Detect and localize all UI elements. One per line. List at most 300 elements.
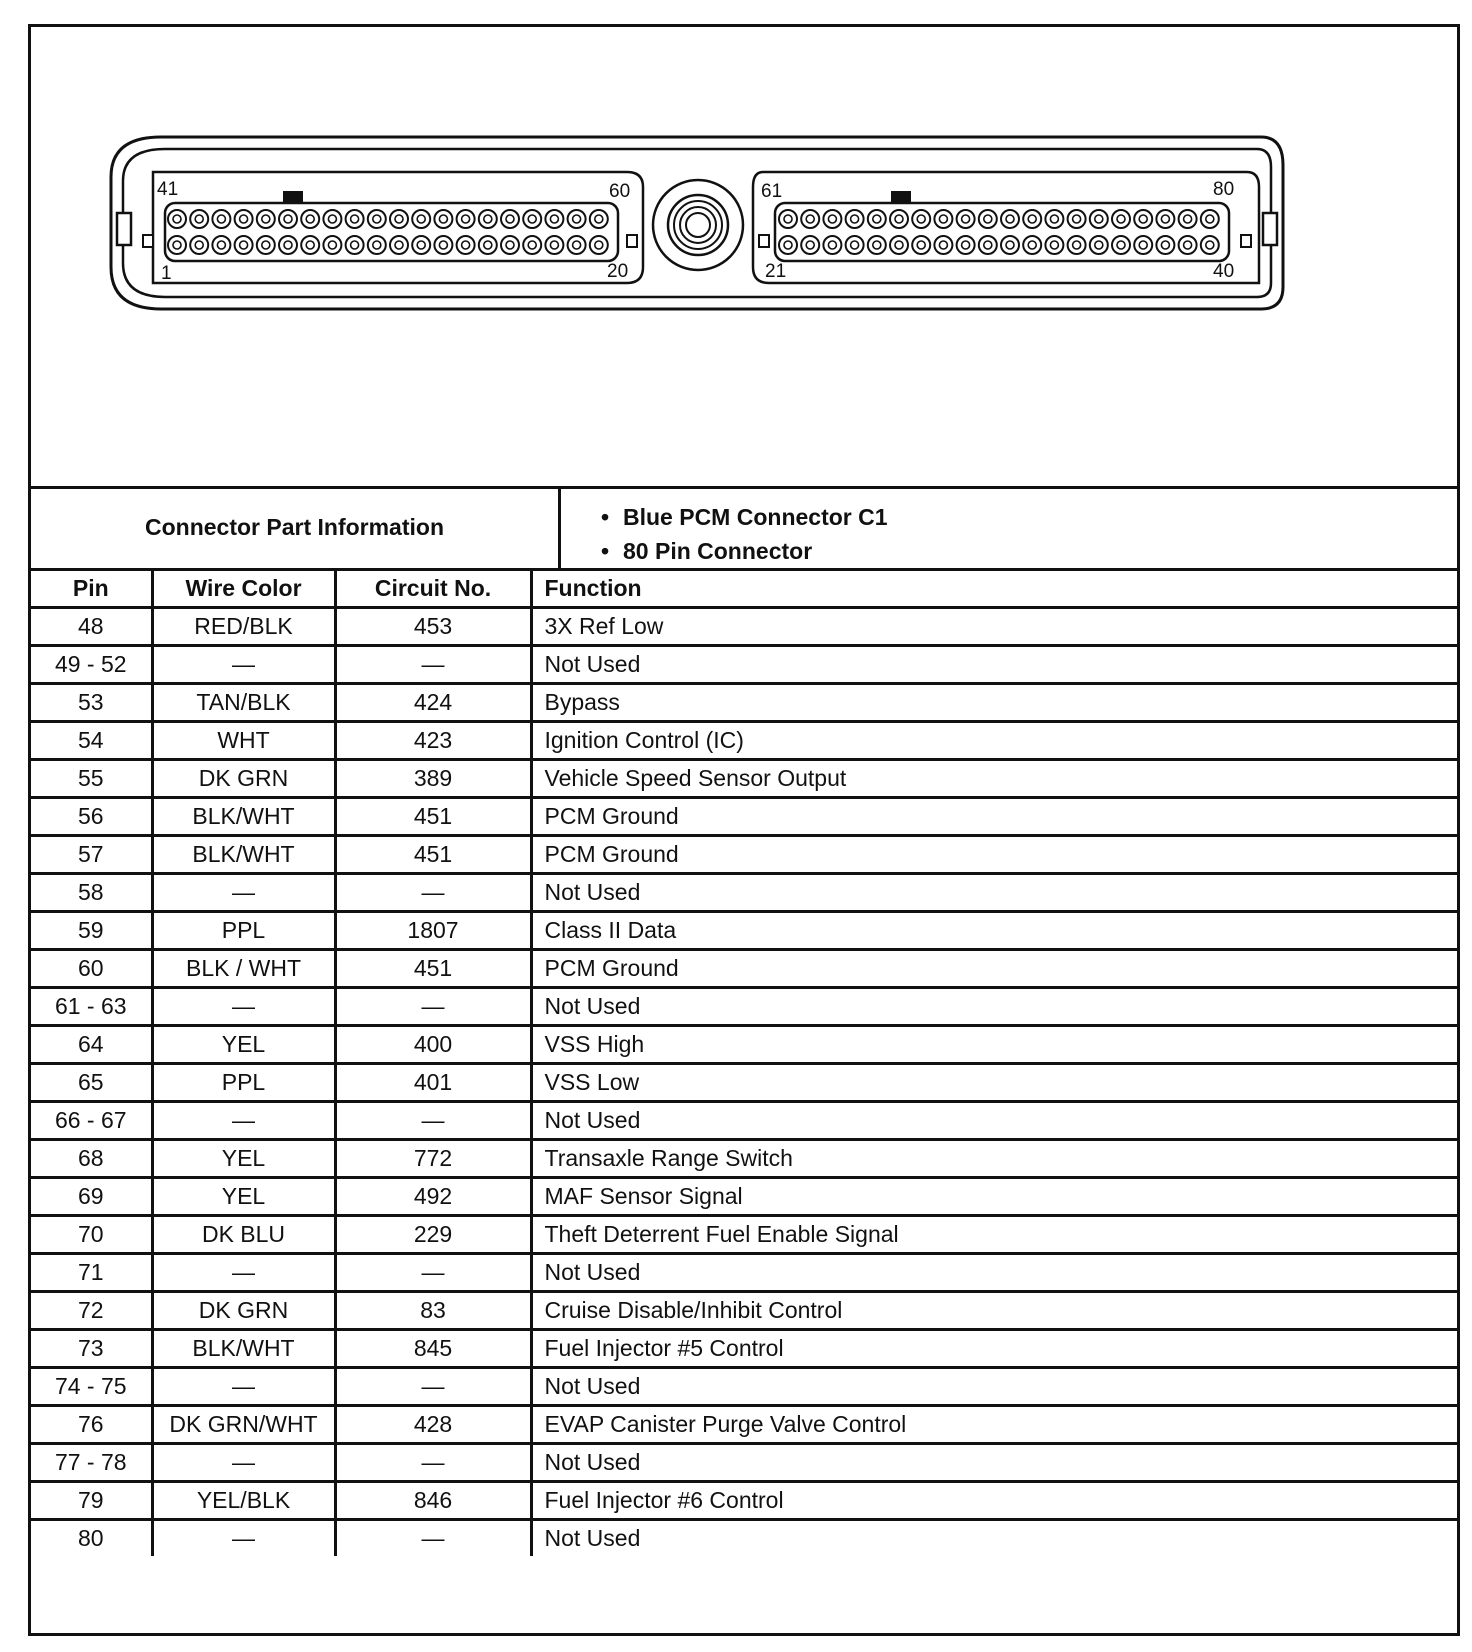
pin-socket-core: [484, 241, 492, 249]
pin-socket-core: [573, 215, 581, 223]
table-row: [31, 1330, 1457, 1368]
circuit-cell: 451: [335, 950, 531, 988]
table-row: [31, 646, 1457, 684]
pin-label-20: 20: [607, 261, 629, 282]
pin-socket-core: [417, 241, 425, 249]
pin-socket: [801, 210, 819, 228]
pin-socket-core: [373, 241, 381, 249]
pin-cell: 49 - 52: [31, 646, 152, 684]
pin-socket: [1201, 236, 1219, 254]
pin-socket-core: [528, 241, 536, 249]
pin-cell: 80: [31, 1520, 152, 1557]
pin-socket-core: [1028, 241, 1036, 249]
pin-socket-core: [351, 215, 359, 223]
pin-socket-core: [962, 241, 970, 249]
pin-socket-core: [528, 215, 536, 223]
pin-socket: [1090, 236, 1108, 254]
pin-socket: [890, 236, 908, 254]
right-key-mark: [891, 191, 911, 203]
connector-sheet: [28, 24, 1460, 1636]
circuit-cell: —: [335, 988, 531, 1026]
function-cell: Fuel Injector #5 Control: [531, 1330, 1457, 1368]
pin-socket-core: [262, 241, 270, 249]
header-function: Function: [531, 571, 1457, 608]
pin-socket: [957, 236, 975, 254]
pin-socket-core: [939, 215, 947, 223]
table-row: [31, 1178, 1457, 1216]
pin-socket: [212, 236, 230, 254]
pin-socket: [1134, 236, 1152, 254]
circuit-cell: 492: [335, 1178, 531, 1216]
wire-color-cell: —: [152, 1102, 335, 1140]
info-bullet: [601, 500, 1457, 534]
pin-socket-core: [1073, 241, 1081, 249]
pin-cell: 68: [31, 1140, 152, 1178]
circuit-cell: —: [335, 1520, 531, 1557]
function-cell: Not Used: [531, 988, 1457, 1026]
function-cell: Not Used: [531, 874, 1457, 912]
pin-socket-core: [595, 215, 603, 223]
pin-socket-core: [395, 215, 403, 223]
info-bullets: [561, 486, 1457, 568]
pin-socket-core: [1028, 215, 1036, 223]
pin-socket: [890, 210, 908, 228]
wire-color-cell: —: [152, 1520, 335, 1557]
pin-socket: [934, 210, 952, 228]
table-row: [31, 950, 1457, 988]
table-row: [31, 1140, 1457, 1178]
pin-socket: [1156, 210, 1174, 228]
function-cell: Theft Deterrent Fuel Enable Signal: [531, 1216, 1457, 1254]
function-cell: Not Used: [531, 1368, 1457, 1406]
pin-socket-core: [506, 215, 514, 223]
pin-socket: [434, 236, 452, 254]
table-row: [31, 1026, 1457, 1064]
pin-socket: [779, 236, 797, 254]
pin-socket: [168, 236, 186, 254]
pin-socket-core: [806, 241, 814, 249]
header-wire-color: Wire Color: [152, 571, 335, 608]
pin-cell: 65: [31, 1064, 152, 1102]
pin-socket-core: [1206, 215, 1214, 223]
wire-color-cell: PPL: [152, 912, 335, 950]
pin-socket: [257, 236, 275, 254]
pin-socket: [801, 236, 819, 254]
wire-color-cell: —: [152, 988, 335, 1026]
bullet-icon: •: [601, 538, 610, 564]
pin-socket: [1023, 210, 1041, 228]
circuit-cell: —: [335, 1368, 531, 1406]
pin-socket: [846, 236, 864, 254]
pin-socket-core: [173, 241, 181, 249]
left-tab-right: [627, 235, 637, 247]
wire-color-cell: DK BLU: [152, 1216, 335, 1254]
pin-socket: [390, 236, 408, 254]
function-cell: Bypass: [531, 684, 1457, 722]
wire-color-cell: —: [152, 646, 335, 684]
circuit-cell: 83: [335, 1292, 531, 1330]
pin-cell: 72: [31, 1292, 152, 1330]
pin-socket: [1001, 210, 1019, 228]
pin-cell: 53: [31, 684, 152, 722]
circuit-cell: 453: [335, 608, 531, 646]
connector-diagram-panel: [31, 27, 1457, 489]
connector-part-info: [31, 486, 1457, 571]
pin-socket: [523, 236, 541, 254]
pin-socket: [912, 210, 930, 228]
pin-socket: [323, 236, 341, 254]
pin-socket-core: [851, 241, 859, 249]
pin-socket: [346, 236, 364, 254]
wire-color-cell: —: [152, 1444, 335, 1482]
pin-socket-core: [828, 241, 836, 249]
circuit-cell: 845: [335, 1330, 531, 1368]
function-cell: Not Used: [531, 1520, 1457, 1557]
pin-socket-core: [917, 215, 925, 223]
pin-socket: [168, 210, 186, 228]
table-row: [31, 608, 1457, 646]
pin-socket: [412, 210, 430, 228]
table-header-row: [31, 571, 1457, 608]
pin-socket-core: [417, 215, 425, 223]
pin-socket: [279, 236, 297, 254]
pin-socket: [590, 210, 608, 228]
pin-socket-core: [1050, 215, 1058, 223]
wire-color-cell: YEL: [152, 1140, 335, 1178]
info-bullet: [601, 534, 1457, 568]
pin-socket-core: [1117, 241, 1125, 249]
pin-socket-core: [1139, 241, 1147, 249]
pin-socket: [1068, 236, 1086, 254]
wire-color-cell: DK GRN: [152, 760, 335, 798]
table-row: [31, 760, 1457, 798]
pin-socket-core: [1073, 215, 1081, 223]
pin-cell: 59: [31, 912, 152, 950]
pin-label-80: 80: [1213, 179, 1235, 200]
function-cell: EVAP Canister Purge Valve Control: [531, 1406, 1457, 1444]
pin-socket-core: [784, 241, 792, 249]
circuit-cell: 772: [335, 1140, 531, 1178]
pin-socket: [1112, 236, 1130, 254]
pin-cell: 76: [31, 1406, 152, 1444]
table-row: [31, 684, 1457, 722]
circuit-cell: —: [335, 646, 531, 684]
pin-socket-core: [195, 215, 203, 223]
pin-socket: [523, 210, 541, 228]
pin-cell: 71: [31, 1254, 152, 1292]
wire-color-cell: —: [152, 874, 335, 912]
function-cell: Cruise Disable/Inhibit Control: [531, 1292, 1457, 1330]
pin-socket-core: [506, 241, 514, 249]
info-label: Connector Part Information: [31, 486, 561, 568]
pin-socket: [868, 236, 886, 254]
pin-socket: [590, 236, 608, 254]
pin-socket-core: [550, 241, 558, 249]
pin-socket: [1023, 236, 1041, 254]
pin-label-21: 21: [765, 261, 787, 282]
pin-label-61: 61: [761, 181, 783, 202]
pin-socket-core: [917, 241, 925, 249]
pin-socket: [390, 210, 408, 228]
pin-socket-core: [1095, 215, 1103, 223]
left-tab-left: [143, 235, 153, 247]
function-cell: PCM Ground: [531, 950, 1457, 988]
pin-socket-core: [784, 215, 792, 223]
pin-cell: 56: [31, 798, 152, 836]
info-bullet-text: 80 Pin Connector: [623, 538, 813, 564]
pin-socket-core: [262, 215, 270, 223]
circuit-cell: 229: [335, 1216, 531, 1254]
table-row: [31, 836, 1457, 874]
pin-socket-core: [873, 215, 881, 223]
pin-socket-core: [240, 215, 248, 223]
pin-socket: [568, 236, 586, 254]
pin-socket-core: [851, 215, 859, 223]
table-row: [31, 1444, 1457, 1482]
left-latch: [117, 213, 131, 245]
wire-color-cell: PPL: [152, 1064, 335, 1102]
function-cell: Not Used: [531, 1254, 1457, 1292]
pin-cell: 64: [31, 1026, 152, 1064]
pin-socket-core: [284, 241, 292, 249]
function-cell: MAF Sensor Signal: [531, 1178, 1457, 1216]
pin-socket-core: [462, 241, 470, 249]
circuit-cell: 423: [335, 722, 531, 760]
pin-socket: [301, 210, 319, 228]
pin-socket: [823, 236, 841, 254]
wire-color-cell: BLK/WHT: [152, 1330, 335, 1368]
left-key-mark: [283, 191, 303, 203]
table-row: [31, 1102, 1457, 1140]
pin-cell: 69: [31, 1178, 152, 1216]
pin-socket-core: [173, 215, 181, 223]
pin-socket: [1134, 210, 1152, 228]
pin-socket: [301, 236, 319, 254]
pin-cell: 70: [31, 1216, 152, 1254]
pin-cell: 74 - 75: [31, 1368, 152, 1406]
circuit-cell: 428: [335, 1406, 531, 1444]
pin-socket: [190, 236, 208, 254]
function-cell: Not Used: [531, 1102, 1457, 1140]
function-cell: Vehicle Speed Sensor Output: [531, 760, 1457, 798]
pin-socket-core: [806, 215, 814, 223]
pin-socket: [1179, 210, 1197, 228]
pin-socket-core: [1161, 241, 1169, 249]
table-row: [31, 1216, 1457, 1254]
pin-socket: [1045, 210, 1063, 228]
left-pin-grid: [168, 210, 608, 254]
table-row: [31, 1292, 1457, 1330]
circuit-cell: —: [335, 1254, 531, 1292]
pin-socket-core: [1206, 241, 1214, 249]
wire-color-cell: BLK/WHT: [152, 798, 335, 836]
table-row: [31, 912, 1457, 950]
header-circuit-no: Circuit No.: [335, 571, 531, 608]
pin-cell: 66 - 67: [31, 1102, 152, 1140]
function-cell: Fuel Injector #6 Control: [531, 1482, 1457, 1520]
function-cell: PCM Ground: [531, 798, 1457, 836]
pin-socket: [934, 236, 952, 254]
pin-socket-core: [1006, 215, 1014, 223]
pin-socket: [979, 236, 997, 254]
pin-label-41: 41: [157, 179, 179, 200]
pin-cell: 73: [31, 1330, 152, 1368]
function-cell: Not Used: [531, 646, 1457, 684]
table-row: [31, 1482, 1457, 1520]
pin-socket-core: [962, 215, 970, 223]
wire-color-cell: BLK / WHT: [152, 950, 335, 988]
pin-socket-core: [395, 241, 403, 249]
pin-socket: [323, 210, 341, 228]
pin-socket-core: [217, 241, 225, 249]
pin-socket: [457, 236, 475, 254]
function-cell: PCM Ground: [531, 836, 1457, 874]
pin-socket: [412, 236, 430, 254]
circuit-cell: 401: [335, 1064, 531, 1102]
pin-socket-core: [328, 215, 336, 223]
circuit-cell: 846: [335, 1482, 531, 1520]
wire-color-cell: YEL/BLK: [152, 1482, 335, 1520]
table-row: [31, 798, 1457, 836]
info-bullet-text: Blue PCM Connector C1: [623, 504, 888, 530]
pin-socket: [479, 236, 497, 254]
pin-cell: 77 - 78: [31, 1444, 152, 1482]
pin-socket-core: [895, 241, 903, 249]
pin-cell: 58: [31, 874, 152, 912]
pin-socket: [346, 210, 364, 228]
circuit-cell: 1807: [335, 912, 531, 950]
pin-socket: [434, 210, 452, 228]
table-row: [31, 722, 1457, 760]
pin-socket-core: [873, 241, 881, 249]
pin-socket-core: [328, 241, 336, 249]
pin-socket: [257, 210, 275, 228]
pin-label-1: 1: [161, 263, 172, 284]
pin-socket: [846, 210, 864, 228]
pin-socket: [501, 236, 519, 254]
pin-cell: 54: [31, 722, 152, 760]
function-cell: VSS High: [531, 1026, 1457, 1064]
header-pin: Pin: [31, 571, 152, 608]
wire-color-cell: WHT: [152, 722, 335, 760]
pin-socket-core: [1117, 215, 1125, 223]
circuit-cell: 451: [335, 836, 531, 874]
pin-socket-core: [439, 241, 447, 249]
pin-socket-core: [240, 241, 248, 249]
pin-socket: [823, 210, 841, 228]
table-row: [31, 1254, 1457, 1292]
pin-socket: [190, 210, 208, 228]
pin-socket-core: [484, 215, 492, 223]
pin-socket: [368, 210, 386, 228]
pin-cell: 61 - 63: [31, 988, 152, 1026]
pin-cell: 79: [31, 1482, 152, 1520]
pin-socket: [1179, 236, 1197, 254]
pin-socket-core: [895, 215, 903, 223]
pin-label-40: 40: [1213, 261, 1235, 282]
function-cell: VSS Low: [531, 1064, 1457, 1102]
table-row: [31, 1368, 1457, 1406]
right-tab-right: [1241, 235, 1251, 247]
pin-socket: [279, 210, 297, 228]
pin-socket-core: [195, 241, 203, 249]
pin-socket: [1112, 210, 1130, 228]
pin-socket: [212, 210, 230, 228]
pin-socket: [235, 236, 253, 254]
pin-socket-core: [439, 215, 447, 223]
circuit-cell: —: [335, 1102, 531, 1140]
pin-socket-core: [462, 215, 470, 223]
table-row: [31, 1520, 1457, 1557]
table-row: [31, 988, 1457, 1026]
pin-socket-core: [373, 215, 381, 223]
pin-socket-core: [284, 215, 292, 223]
right-pin-grid: [779, 210, 1219, 254]
function-cell: Class II Data: [531, 912, 1457, 950]
connector-face-diagram: [31, 27, 1457, 486]
function-cell: 3X Ref Low: [531, 608, 1457, 646]
wire-color-cell: DK GRN/WHT: [152, 1406, 335, 1444]
circuit-cell: —: [335, 874, 531, 912]
pin-socket: [501, 210, 519, 228]
wire-color-cell: YEL: [152, 1026, 335, 1064]
pin-socket: [457, 210, 475, 228]
pin-socket-core: [1139, 215, 1147, 223]
pin-socket: [957, 210, 975, 228]
pin-socket: [1045, 236, 1063, 254]
pin-socket: [1156, 236, 1174, 254]
pin-label-60: 60: [609, 181, 631, 202]
wire-color-cell: RED/BLK: [152, 608, 335, 646]
pin-socket-core: [306, 241, 314, 249]
pin-socket: [1001, 236, 1019, 254]
pin-socket-core: [1050, 241, 1058, 249]
function-cell: Transaxle Range Switch: [531, 1140, 1457, 1178]
pin-socket: [1090, 210, 1108, 228]
pin-socket-core: [984, 241, 992, 249]
pin-socket-core: [1161, 215, 1169, 223]
pin-socket-core: [939, 241, 947, 249]
pin-socket: [912, 236, 930, 254]
table-row: [31, 874, 1457, 912]
circuit-cell: 389: [335, 760, 531, 798]
wire-color-cell: DK GRN: [152, 1292, 335, 1330]
pin-socket-core: [595, 241, 603, 249]
wire-color-cell: —: [152, 1254, 335, 1292]
pin-socket-core: [1184, 241, 1192, 249]
pin-socket-core: [984, 215, 992, 223]
pin-socket-core: [306, 215, 314, 223]
center-bolt-icon: [653, 180, 743, 270]
pin-socket: [479, 210, 497, 228]
pin-socket: [545, 210, 563, 228]
bullet-icon: •: [601, 504, 610, 530]
pin-cell: 48: [31, 608, 152, 646]
pin-socket-core: [1095, 241, 1103, 249]
wire-color-cell: BLK/WHT: [152, 836, 335, 874]
circuit-cell: 400: [335, 1026, 531, 1064]
pin-cell: 57: [31, 836, 152, 874]
pin-socket-core: [351, 241, 359, 249]
pin-socket: [545, 236, 563, 254]
circuit-cell: —: [335, 1444, 531, 1482]
function-cell: Not Used: [531, 1444, 1457, 1482]
wire-color-cell: YEL: [152, 1178, 335, 1216]
pin-socket-core: [1184, 215, 1192, 223]
function-cell: Ignition Control (IC): [531, 722, 1457, 760]
pin-socket-core: [1006, 241, 1014, 249]
right-latch: [1263, 213, 1277, 245]
